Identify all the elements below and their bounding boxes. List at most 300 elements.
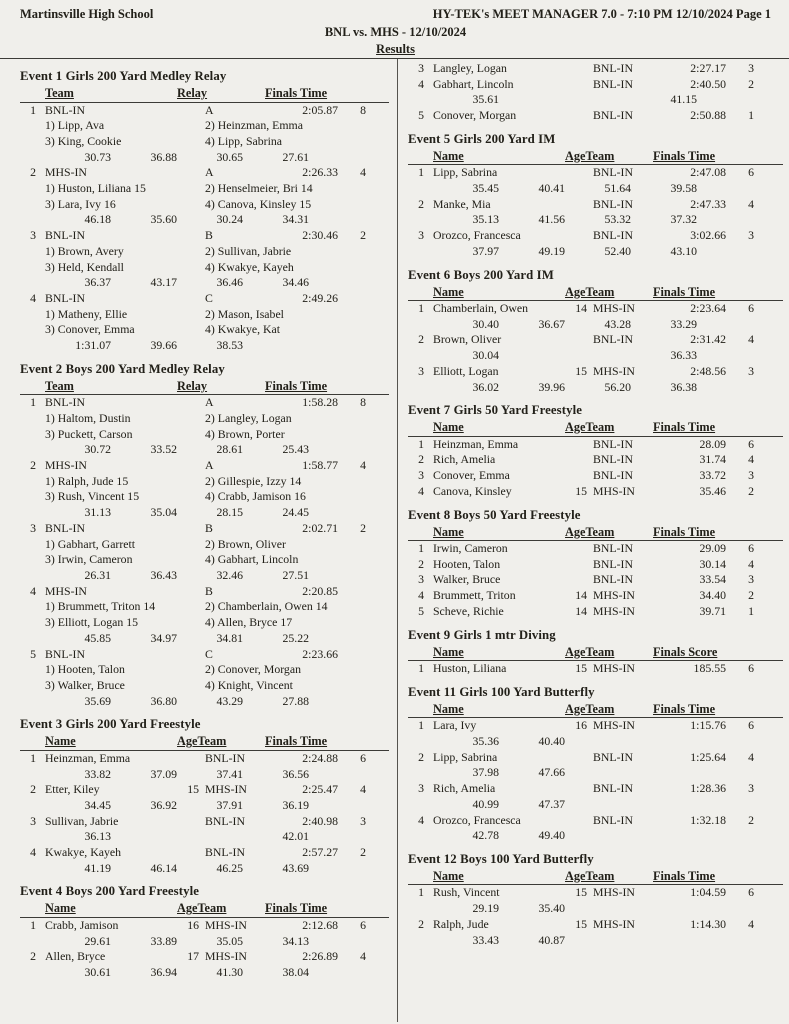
- points: 8: [360, 102, 366, 117]
- split-time: 34.81: [216, 630, 243, 645]
- relay-swimmers-row: [20, 474, 389, 490]
- place-number: 1: [30, 395, 36, 410]
- column-header-row: [408, 524, 783, 542]
- splits-row: [20, 694, 389, 710]
- team-code: BNL-IN: [593, 61, 633, 75]
- header-col-ageteam: Relay: [177, 378, 208, 393]
- finals-time: 2:12.68: [302, 917, 338, 932]
- swimmer-name: Canova, Kinsley: [433, 483, 512, 498]
- points: 4: [360, 949, 366, 964]
- split-time: 46.14: [150, 860, 177, 875]
- split-time: 35.04: [150, 505, 177, 520]
- header-col-ageteam: AgeTeam: [565, 868, 615, 883]
- split-time: 35.36: [472, 733, 499, 748]
- split-time: 42.78: [472, 828, 499, 843]
- finals-time: 2:47.08: [690, 165, 726, 180]
- result-row: [408, 917, 783, 933]
- relay-swimmer: 4) Brown, Porter: [205, 426, 285, 441]
- swimmer-name: Langley, Logan: [433, 61, 507, 75]
- swimmer-age: [183, 845, 199, 861]
- split-time: 40.99: [472, 796, 499, 811]
- split-time: 27.88: [282, 693, 309, 708]
- split-time: 33.29: [670, 316, 697, 331]
- place-number: 1: [418, 541, 424, 556]
- split-time: 36.38: [670, 379, 697, 394]
- event-block: [408, 402, 783, 499]
- split-time: 56.20: [604, 379, 631, 394]
- split-time: 47.66: [538, 765, 565, 780]
- split-time: 27.61: [282, 149, 309, 164]
- header-col-finals: Finals Time: [265, 378, 328, 393]
- swimmer-name: Rush, Vincent: [433, 885, 500, 900]
- relay-swimmers-row: [20, 118, 389, 134]
- split-time: 30.65: [216, 149, 243, 164]
- relay-swimmer: 1) Ralph, Jude 15: [45, 473, 129, 488]
- finals-time: 2:24.88: [302, 750, 338, 765]
- splits-row: [20, 631, 389, 647]
- team-name: BNL-IN: [45, 290, 85, 305]
- points: 3: [748, 781, 754, 796]
- relay-swimmers-row: [20, 678, 389, 694]
- swimmer-age: [571, 332, 587, 348]
- swimmer-name: Orozco, Francesca: [433, 228, 521, 243]
- team-code: BNL-IN: [593, 781, 633, 796]
- split-time: 39.66: [150, 338, 177, 353]
- relay-swimmers-row: [20, 662, 389, 678]
- splits-row: [408, 92, 783, 108]
- result-row: [408, 588, 783, 604]
- place-number: 1: [30, 750, 36, 765]
- result-row: [408, 750, 783, 766]
- split-time: 36.46: [216, 275, 243, 290]
- split-time: 43.28: [604, 316, 631, 331]
- result-row: [408, 452, 783, 468]
- place-number: 3: [30, 813, 36, 828]
- points: 2: [360, 520, 366, 535]
- header-col-finals: Finals Time: [265, 734, 328, 749]
- finals-time: 1:28.36: [690, 781, 726, 796]
- relay-swimmers-row: [20, 307, 389, 323]
- points: 4: [748, 556, 754, 571]
- split-time: 43.29: [216, 693, 243, 708]
- splits-row: [408, 765, 783, 781]
- place-number: 5: [418, 108, 424, 123]
- relay-swimmer: 3) King, Cookie: [45, 133, 122, 148]
- place-number: 3: [418, 468, 424, 483]
- place-number: 2: [418, 196, 424, 211]
- swimmer-age: [571, 781, 587, 797]
- place-number: 4: [418, 76, 424, 91]
- swimmer-name: Crabb, Jamison: [45, 917, 119, 932]
- team-code: MHS-IN: [205, 917, 247, 932]
- relay-swimmer: 1) Hooten, Talon: [45, 662, 125, 677]
- team-code: BNL-IN: [593, 76, 633, 91]
- result-row: [408, 77, 783, 93]
- header-col-ageteam: Relay: [177, 86, 208, 100]
- result-row: [408, 541, 783, 557]
- team-name: BNL-IN: [45, 102, 85, 117]
- split-time: 25.22: [282, 630, 309, 645]
- result-row: [20, 291, 389, 307]
- split-time: [631, 828, 697, 844]
- team-code: BNL-IN: [593, 332, 633, 347]
- finals-time: 3:02.66: [690, 228, 726, 243]
- relay-swimmers-row: [20, 537, 389, 553]
- result-row: [408, 661, 783, 677]
- swimmer-name: Irwin, Cameron: [433, 541, 508, 556]
- team-code: BNL-IN: [593, 556, 633, 571]
- points: 2: [748, 483, 754, 498]
- place-number: 2: [30, 782, 36, 797]
- column-header-row: [20, 378, 389, 396]
- team-name: BNL-IN: [45, 520, 85, 535]
- relay-swimmer: 4) Knight, Vincent: [205, 677, 293, 692]
- event-title: Event 2 Boys 200 Yard Medley Relay: [20, 361, 225, 376]
- team-name: BNL-IN: [45, 395, 85, 410]
- split-time: [111, 829, 177, 845]
- split-time: 40.87: [538, 932, 565, 947]
- split-time: 30.24: [216, 212, 243, 227]
- column-header-row: [408, 419, 783, 437]
- results-heading: Results: [376, 42, 415, 56]
- header-col-finals: Finals Time: [653, 524, 716, 539]
- relay-swimmer: 4) Crabb, Jamison 16: [205, 489, 306, 504]
- split-time: 36.13: [84, 829, 111, 844]
- points: 4: [748, 749, 754, 764]
- finals-time: 1:58.77: [302, 458, 338, 473]
- swimmer-age: [571, 197, 587, 213]
- splits-row: [20, 965, 389, 981]
- team-name: BNL-IN: [45, 646, 85, 661]
- result-row: [408, 468, 783, 484]
- header-col-name: Team: [45, 86, 74, 100]
- split-time: 34.45: [84, 797, 111, 812]
- header-col-ageteam: AgeTeam: [177, 901, 227, 916]
- result-row: [20, 845, 389, 861]
- points: 1: [748, 603, 754, 618]
- points: 2: [748, 76, 754, 91]
- split-time: 30.73: [84, 149, 111, 164]
- header-col-name: Name: [433, 524, 464, 539]
- splits-row: [408, 212, 783, 228]
- finals-time: 2:31.42: [690, 332, 726, 347]
- place-number: 5: [418, 603, 424, 618]
- swimmer-name: Brown, Oliver: [433, 332, 502, 347]
- swimmer-name: Lipp, Sabrina: [433, 165, 498, 180]
- finals-time: 33.72: [699, 468, 726, 483]
- relay-swimmers-row: [20, 427, 389, 443]
- swimmer-age: 15: [575, 483, 587, 498]
- split-time: 37.41: [216, 766, 243, 781]
- result-row: [408, 557, 783, 573]
- header-col-ageteam: AgeTeam: [565, 701, 615, 716]
- split-time: 35.61: [472, 92, 499, 107]
- finals-time: 30.14: [699, 556, 726, 571]
- relay-swimmers-row: [20, 599, 389, 615]
- split-time: 36.67: [538, 316, 565, 331]
- swimmer-name: Lipp, Sabrina: [433, 749, 498, 764]
- relay-swimmer: 4) Lipp, Sabrina: [205, 133, 282, 148]
- event-title: Event 3 Girls 200 Yard Freestyle: [20, 717, 201, 732]
- swimmer-age: 15: [575, 885, 587, 900]
- relay-swimmer: 1) Lipp, Ava: [45, 118, 105, 133]
- split-time: 30.04: [472, 348, 499, 363]
- place-number: 2: [418, 452, 424, 467]
- split-time: [631, 901, 697, 917]
- swimmer-name: Conover, Emma: [433, 468, 510, 483]
- swimmer-age: [183, 228, 199, 244]
- splits-row: [20, 275, 389, 291]
- relay-swimmer: 1) Huston, Liliana 15: [45, 181, 146, 196]
- column-header-row: [408, 701, 783, 719]
- split-time: 40.40: [538, 733, 565, 748]
- splits-row: [408, 933, 783, 949]
- points: 3: [748, 61, 754, 75]
- place-number: 4: [30, 290, 36, 305]
- splits-row: [408, 901, 783, 917]
- result-row: [408, 885, 783, 901]
- place-number: 1: [418, 885, 424, 900]
- split-time: 49.19: [538, 243, 565, 258]
- finals-time: 2:30.46: [302, 228, 338, 243]
- split-time: 1:31.07: [75, 338, 111, 353]
- swimmer-name: Ralph, Jude: [433, 916, 489, 931]
- result-row: [20, 103, 389, 119]
- split-time: 36.80: [150, 693, 177, 708]
- team-code: MHS-IN: [593, 916, 635, 931]
- swimmer-name: Heinzman, Emma: [45, 750, 131, 765]
- swimmer-name: Scheve, Richie: [433, 603, 504, 618]
- result-row: [20, 165, 389, 181]
- swimmer-age: 15: [575, 661, 587, 676]
- split-time: 38.53: [216, 338, 243, 353]
- swimmer-age: [571, 452, 587, 468]
- relay-swimmer: 2) Mason, Isabel: [205, 306, 284, 321]
- relay-letter: A: [205, 165, 214, 180]
- column-header-row: [20, 900, 389, 918]
- team-code: MHS-IN: [205, 949, 247, 964]
- splits-row: [408, 734, 783, 750]
- points: 3: [748, 572, 754, 587]
- points: 2: [748, 812, 754, 827]
- points: 3: [748, 228, 754, 243]
- place-number: 3: [30, 228, 36, 243]
- swimmer-age: [571, 437, 587, 453]
- split-time: 35.45: [472, 181, 499, 196]
- splits-row: [20, 338, 389, 354]
- relay-swimmers-row: [20, 197, 389, 213]
- finals-time: 185.55: [693, 661, 726, 676]
- splits-row: [408, 348, 783, 364]
- place-number: 4: [418, 588, 424, 603]
- split-time: [565, 901, 631, 917]
- place-number: 2: [418, 749, 424, 764]
- split-time: 47.37: [538, 796, 565, 811]
- event-block: [20, 68, 389, 354]
- event-title: Event 6 Boys 200 Yard IM: [408, 267, 554, 282]
- split-time: 36.88: [150, 149, 177, 164]
- header-col-name: Name: [433, 420, 464, 435]
- split-time: [565, 797, 631, 813]
- result-row: [408, 364, 783, 380]
- finals-time: 2:50.88: [690, 108, 726, 123]
- split-time: [499, 348, 565, 364]
- header-col-ageteam: AgeTeam: [565, 420, 615, 435]
- relay-swimmer: 1) Gabhart, Garrett: [45, 536, 136, 551]
- split-time: 49.40: [538, 828, 565, 843]
- place-number: 1: [418, 718, 424, 733]
- splits-row: [408, 317, 783, 333]
- points: [338, 647, 366, 663]
- finals-time: 2:23.64: [690, 301, 726, 316]
- split-time: 51.64: [604, 181, 631, 196]
- swimmer-age: [571, 228, 587, 244]
- swimmer-age: [183, 751, 199, 767]
- swimmer-name: Manke, Mia: [433, 196, 491, 211]
- swimmer-age: 14: [575, 603, 587, 618]
- swimmer-name: Rich, Amelia: [433, 452, 496, 467]
- place-number: 1: [418, 165, 424, 180]
- relay-letter: C: [205, 646, 213, 661]
- splits-row: [408, 797, 783, 813]
- points: 2: [360, 228, 366, 243]
- result-row: [408, 484, 783, 500]
- points: 3: [360, 813, 366, 828]
- relay-letter: B: [205, 520, 213, 535]
- swimmer-age: 16: [575, 718, 587, 733]
- relay-swimmer: 4) Kwakye, Kayeh: [205, 259, 294, 274]
- split-time: 35.40: [538, 901, 565, 916]
- meet-title: BNL vs. MHS - 12/10/2024: [324, 25, 467, 39]
- split-time: 38.04: [282, 965, 309, 980]
- points: 6: [360, 917, 366, 932]
- split-time: 46.18: [84, 212, 111, 227]
- place-number: 4: [418, 812, 424, 827]
- split-time: 37.32: [670, 212, 697, 227]
- points: 6: [748, 436, 754, 451]
- split-time: 41.15: [670, 92, 697, 107]
- result-row: [20, 228, 389, 244]
- points: 3: [748, 468, 754, 483]
- team-code: MHS-IN: [593, 483, 635, 498]
- header-col-ageteam: AgeTeam: [565, 284, 615, 299]
- swimmer-age: [183, 291, 199, 307]
- finals-time: 2:26.33: [302, 165, 338, 180]
- page-header-row: [20, 7, 771, 22]
- result-row: [408, 604, 783, 620]
- result-row: [408, 332, 783, 348]
- header-col-finals: Finals Time: [653, 701, 716, 716]
- swimmer-age: [183, 395, 199, 411]
- team-name: MHS-IN: [45, 165, 87, 180]
- relay-letter: A: [205, 458, 214, 473]
- finals-time: 29.09: [699, 541, 726, 556]
- relay-letter: B: [205, 228, 213, 243]
- split-time: 30.40: [472, 316, 499, 331]
- swimmer-name: Brummett, Triton: [433, 588, 516, 603]
- place-number: 4: [30, 845, 36, 860]
- event-title: Event 5 Girls 200 Yard IM: [408, 131, 556, 146]
- event-block: [408, 627, 783, 677]
- split-time: 26.31: [84, 567, 111, 582]
- team-code: MHS-IN: [593, 661, 635, 676]
- points: 2: [748, 588, 754, 603]
- split-time: 37.91: [216, 797, 243, 812]
- swimmer-age: 15: [575, 363, 587, 378]
- result-row: [408, 108, 783, 124]
- result-row: [408, 813, 783, 829]
- finals-time: 2:25.47: [302, 782, 338, 797]
- relay-swimmers-row: [20, 322, 389, 338]
- relay-swimmer: 4) Gabhart, Lincoln: [205, 552, 299, 567]
- split-time: 30.72: [84, 442, 111, 457]
- header-col-ageteam: AgeTeam: [565, 524, 615, 539]
- team-code: BNL-IN: [593, 541, 633, 556]
- split-time: 36.02: [472, 379, 499, 394]
- event-block: [20, 883, 389, 980]
- finals-time: 28.09: [699, 436, 726, 451]
- result-row: [20, 521, 389, 537]
- place-number: 5: [30, 646, 36, 661]
- split-time: [499, 92, 565, 108]
- header-col-finals: Finals Score: [653, 644, 718, 659]
- swimmer-age: [571, 750, 587, 766]
- place-number: 2: [418, 332, 424, 347]
- result-row: [408, 781, 783, 797]
- split-time: 46.25: [216, 860, 243, 875]
- column-header-row: [20, 733, 389, 751]
- result-row: [408, 228, 783, 244]
- event-block: [408, 131, 783, 260]
- result-row: [408, 718, 783, 734]
- split-time: 34.97: [150, 630, 177, 645]
- header-col-ageteam: AgeTeam: [177, 734, 227, 749]
- swimmer-age: 14: [575, 301, 587, 316]
- place-number: 4: [30, 583, 36, 598]
- swimmer-age: 15: [187, 782, 199, 797]
- split-time: 43.10: [670, 243, 697, 258]
- swimmer-age: 16: [187, 917, 199, 932]
- team-code: BNL-IN: [593, 436, 633, 451]
- relay-letter: C: [205, 290, 213, 305]
- result-row: [20, 584, 389, 600]
- points: 4: [748, 916, 754, 931]
- split-time: 36.33: [670, 348, 697, 363]
- event-title: Event 12 Boys 100 Yard Butterfly: [408, 851, 594, 866]
- split-time: [631, 797, 697, 813]
- split-time: 34.31: [282, 212, 309, 227]
- relay-swimmer: 3) Irwin, Cameron: [45, 552, 133, 567]
- split-time: [565, 933, 631, 949]
- split-time: 36.19: [282, 797, 309, 812]
- split-time: 35.60: [150, 212, 177, 227]
- column-header-row: [20, 85, 389, 103]
- result-row: [20, 814, 389, 830]
- team-code: MHS-IN: [593, 301, 635, 316]
- split-time: [565, 828, 631, 844]
- swimmer-name: Huston, Liliana: [433, 661, 507, 676]
- finals-time: 33.54: [699, 572, 726, 587]
- splits-row: [20, 150, 389, 166]
- place-number: 4: [418, 483, 424, 498]
- split-time: [177, 829, 243, 845]
- relay-swimmers-row: [20, 244, 389, 260]
- finals-time: 2:57.27: [302, 845, 338, 860]
- place-number: 2: [418, 556, 424, 571]
- relay-swimmer: 2) Langley, Logan: [205, 410, 292, 425]
- header-col-finals: Finals Time: [265, 86, 328, 100]
- event-title: Event 4 Boys 200 Yard Freestyle: [20, 884, 200, 899]
